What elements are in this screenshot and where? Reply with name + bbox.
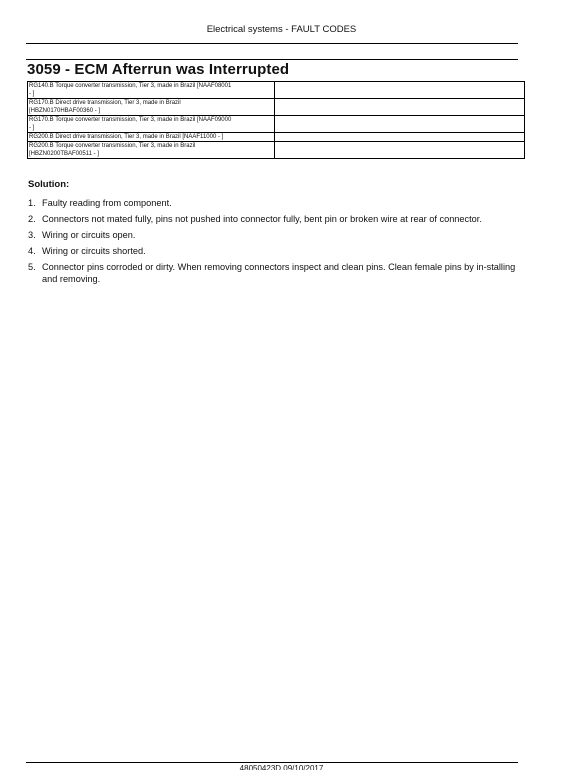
list-item bbox=[28, 246, 520, 258]
applicable-models-table bbox=[27, 81, 525, 159]
step-text: Wiring or circuits shorted. bbox=[42, 246, 146, 256]
page-header: Electrical systems - FAULT CODES bbox=[206, 24, 357, 35]
title-divider bbox=[26, 59, 518, 60]
value-cell bbox=[275, 133, 525, 142]
model-line: - ] bbox=[29, 125, 35, 131]
model-line: RG200.B Torque converter transmission, Tier 3, made in Brazil bbox=[29, 143, 196, 149]
table-row bbox=[28, 133, 525, 142]
model-line: RG170.B Direct drive transmission, Tier 3, made in Brazil bbox=[29, 100, 181, 106]
step-number: 3. bbox=[28, 230, 36, 240]
list-item bbox=[28, 230, 520, 242]
model-cell bbox=[28, 133, 275, 142]
page-footer: 48050423D 09/10/2017 bbox=[239, 764, 324, 770]
value-cell bbox=[275, 82, 525, 99]
list-item bbox=[28, 198, 520, 210]
model-line: RG170.B Torque converter transmission, Tier 3, made in Brazil [NAAF09000 bbox=[29, 117, 232, 123]
model-cell bbox=[28, 142, 275, 159]
step-number: 2. bbox=[28, 214, 36, 224]
solution-steps-list bbox=[28, 198, 520, 290]
model-line: RG140.B Torque converter transmission, Tier 3, made in Brazil [NAAF08001 bbox=[29, 83, 232, 89]
list-item bbox=[28, 214, 520, 226]
fault-code-title: 3059 - ECM Afterrun was Interrupted bbox=[27, 61, 290, 78]
table-row bbox=[28, 82, 525, 99]
step-text: Faulty reading from component. bbox=[42, 198, 172, 208]
model-line: [HBZN0170HBAF00360 - ] bbox=[29, 108, 101, 114]
value-cell bbox=[275, 116, 525, 133]
solution-heading: Solution: bbox=[28, 179, 70, 190]
step-number: 1. bbox=[28, 198, 36, 208]
table-row bbox=[28, 116, 525, 133]
model-line: RG200.B Direct drive transmission, Tier 3, made in Brazil [NAAF11000 - ] bbox=[29, 134, 224, 140]
list-item bbox=[28, 262, 520, 285]
header-divider bbox=[26, 43, 518, 44]
table-row bbox=[28, 142, 525, 159]
model-line: - ] bbox=[29, 91, 35, 97]
value-cell bbox=[275, 142, 525, 159]
step-text: Wiring or circuits open. bbox=[42, 230, 136, 240]
table-row bbox=[28, 99, 525, 116]
model-line: [HBZN0200TBAF00511 - ] bbox=[29, 151, 99, 157]
model-cell bbox=[28, 82, 275, 99]
model-cell bbox=[28, 99, 275, 116]
model-cell bbox=[28, 116, 275, 133]
value-cell bbox=[275, 99, 525, 116]
step-text: Connector pins corroded or dirty. When removing connectors inspect and clean pins. Clean female pins by in-stalling and removing. bbox=[42, 262, 516, 284]
step-number: 4. bbox=[28, 246, 36, 256]
step-text: Connectors not mated fully, pins not pushed into connector fully, bent pin or broken wire at rear of connector. bbox=[42, 214, 482, 224]
step-number: 5. bbox=[28, 262, 36, 272]
